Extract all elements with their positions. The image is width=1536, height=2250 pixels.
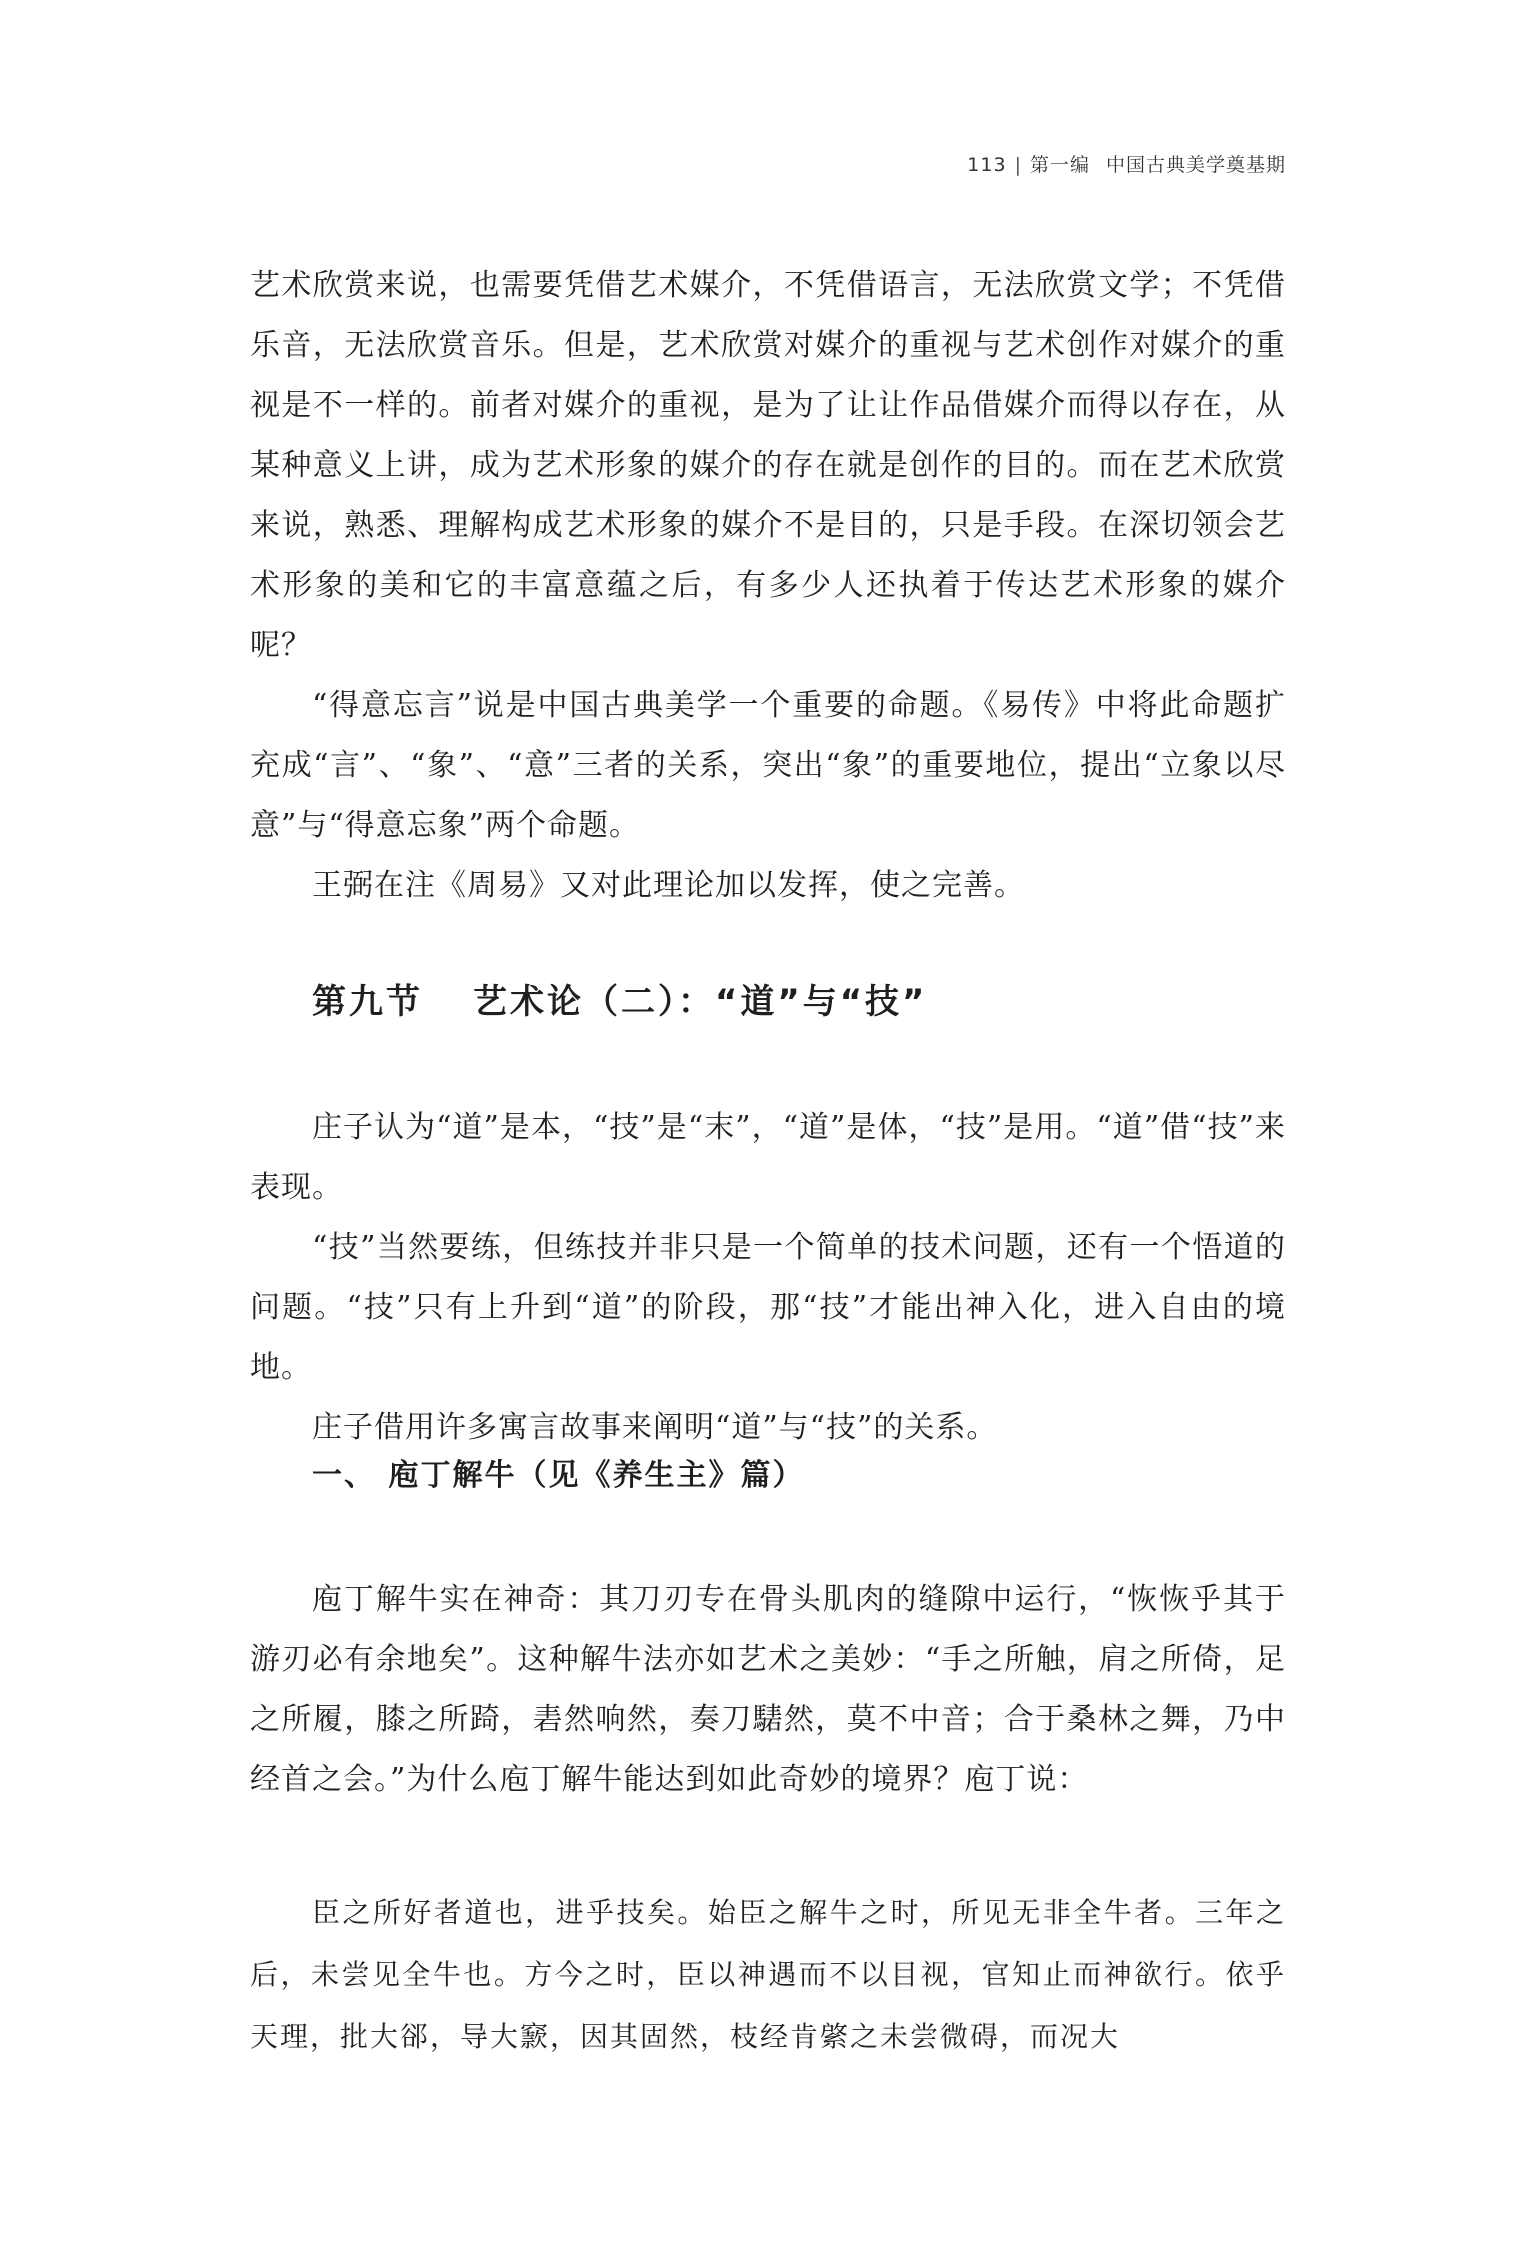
- paragraph: 艺术欣赏来说，也需要凭借艺术媒介，不凭借语言，无法欣赏文学；不凭借乐音，无法欣赏音乐。但是，艺术欣赏对媒介的重视与艺术创作对媒介的重视是不一样的。前者对媒介的重视，是为了让让作品借媒介而得以存在，从某种意义上讲，成为艺术形象的媒介的存在就是创作的目的。而在艺术欣赏来说，熟悉、理解构成艺术形象的媒介不是目的，只是手段。在深切领会艺术形象的美和它的丰富意蕴之后，有多少人还执着于传达艺术形象的媒介呢？: [250, 268, 1286, 663]
- paragraph: “技”当然要练，但练技并非只是一个简单的技术问题，还有一个悟道的问题。“技”只有上升到“道”的阶段，那“技”才能出神入化，进入自由的境地。: [250, 1230, 1286, 1385]
- paragraph: 王弼在注《周易》又对此理论加以发挥，使之完善。: [312, 868, 1025, 903]
- running-header: [967, 150, 1286, 177]
- subsection-text-block: [250, 1570, 1286, 1810]
- paragraph: 庄子认为“道”是本，“技”是“末”，“道”是体，“技”是用。“道”借“技”来表现。: [250, 1110, 1286, 1205]
- paragraph: “得意忘言”说是中国古典美学一个重要的命题。《易传》中将此命题扩充成“言”、“象”、“意”三者的关系，突出“象”的重要地位，提出“立象以尽意”与“得意忘象”两个命题。: [250, 688, 1286, 843]
- page-number: 113: [967, 154, 1007, 176]
- section-heading: [250, 972, 1286, 1032]
- section-text-block: [250, 1098, 1286, 1458]
- paragraph: 庄子借用许多寓言故事来阐明“道”与“技”的关系。: [312, 1410, 998, 1445]
- header-separator: |: [1014, 154, 1022, 176]
- paragraph: 庖丁解牛实在神奇：其刀刃专在骨头肌肉的缝隙中运行，“恢恢乎其于游刃必有余地矣”。这种解牛法亦如艺术之美妙：“手之所触，肩之所倚，足之所履，膝之所踦，砉然响然，奏刀騞然，莫不中音；合于桑林之舞，乃中经首之会。”为什么庖丁解牛能达到如此奇妙的境界？庖丁说：: [250, 1582, 1286, 1797]
- section-title: 艺术论（二）：“道”与“技”: [473, 982, 928, 1022]
- block-quote: 臣之所好者道也，进乎技矣。始臣之解牛之时，所见无非全牛者。三年之后，未尝见全牛也。方今之时，臣以神遇而不以目视，官知止而神欲行。依乎天理，批大郤，导大窾，因其固然，枝经肯綮之未尝微碍，而况大: [250, 1896, 1286, 2053]
- subsection-title: 一、 庖丁解牛（见《养生主》篇）: [312, 1458, 805, 1493]
- section-number: 第九节: [312, 982, 423, 1022]
- top-text-block: [250, 256, 1286, 916]
- quote-block: [250, 1882, 1286, 2068]
- header-part: 第一编: [1029, 154, 1090, 176]
- subsection-heading: [250, 1446, 1286, 1506]
- header-title: 中国古典美学奠基期: [1105, 154, 1286, 176]
